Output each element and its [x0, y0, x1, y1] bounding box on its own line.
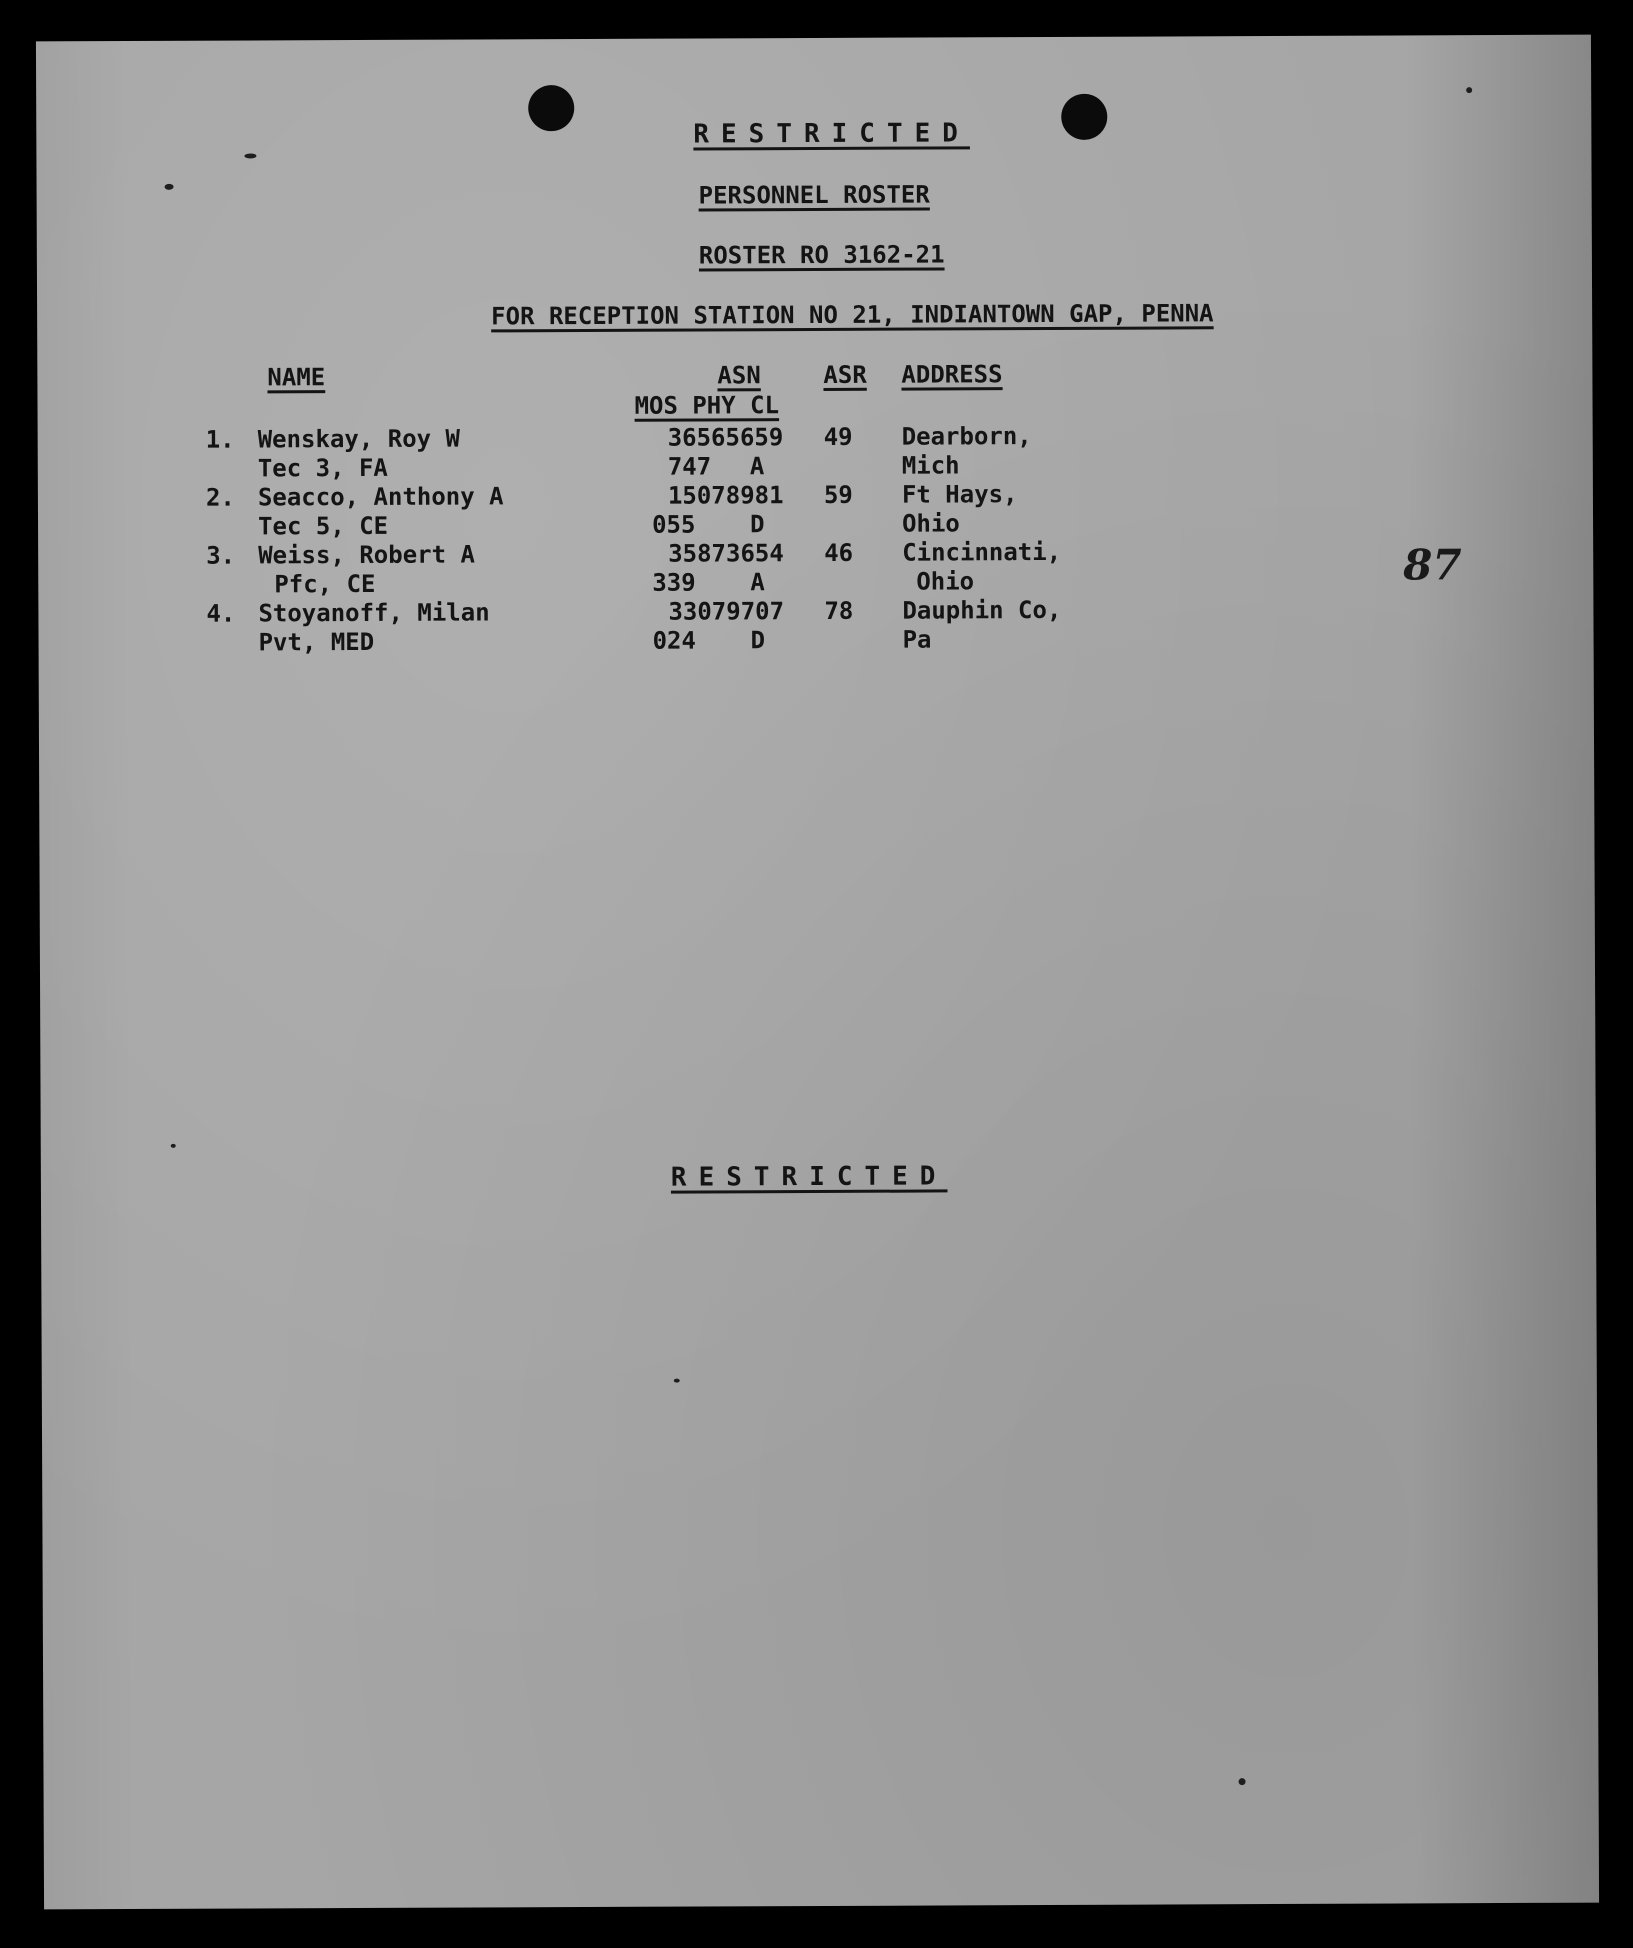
row-number: 1. — [205, 425, 235, 454]
soldier-address: Ft Hays, — [901, 480, 1018, 509]
paper-speck — [244, 153, 256, 158]
station-line: FOR RECEPTION STATION NO 21, INDIANTOWN GAP, PENNA — [491, 299, 1214, 331]
soldier-asr: 59 — [823, 480, 853, 509]
column-header-address: ADDRESS — [901, 360, 1003, 389]
punch-hole-left — [528, 85, 574, 131]
paper-speck — [165, 184, 174, 190]
soldier-address: Dearborn, — [901, 422, 1032, 451]
punch-hole-right — [1061, 94, 1107, 140]
soldier-asn: 36565659 — [667, 423, 784, 452]
column-header-mos-phy-cl: MOS PHY CL — [634, 391, 780, 420]
soldier-name: Seacco, Anthony A — [257, 482, 504, 512]
soldier-asr: 78 — [824, 596, 854, 625]
soldier-name: Stoyanoff, Milan — [258, 598, 490, 628]
soldier-phy-class: A — [750, 568, 765, 597]
soldier-rank: Tec 3, FA — [257, 453, 388, 483]
classification-top: RESTRICTED — [693, 118, 970, 150]
soldier-asr: 49 — [823, 422, 853, 451]
soldier-mos: 747 — [667, 452, 712, 481]
paper-speck — [674, 1379, 680, 1383]
soldier-address-state: Ohio — [901, 509, 960, 538]
soldier-rank: Tec 5, CE — [257, 511, 389, 541]
paper-speck — [171, 1144, 176, 1148]
soldier-name: Weiss, Robert A — [258, 540, 475, 570]
classification-bottom: RESTRICTED — [670, 1161, 948, 1193]
soldier-rank: Pfc, CE — [274, 569, 376, 599]
row-number: 3. — [206, 541, 236, 570]
soldier-phy-class: D — [750, 626, 766, 655]
soldier-asr: 46 — [824, 538, 854, 567]
paper-speck — [1466, 87, 1472, 93]
row-number: 4. — [206, 599, 236, 628]
column-header-asn: ASN — [717, 361, 761, 390]
roster-heading: PERSONNEL ROSTER — [698, 180, 930, 210]
row-number: 2. — [205, 483, 235, 512]
column-header-asr: ASR — [823, 360, 867, 389]
soldier-address: Dauphin Co, — [902, 595, 1062, 625]
soldier-mos: 055 — [651, 510, 696, 539]
soldier-address: Cincinnati, — [902, 537, 1062, 567]
soldier-address-state: Ohio — [916, 567, 975, 596]
soldier-address-state: Pa — [902, 625, 932, 654]
soldier-phy-class: D — [749, 510, 765, 539]
soldier-mos: 339 — [652, 568, 696, 597]
soldier-name: Wenskay, Roy W — [257, 424, 461, 454]
soldier-address-state: Mich — [901, 451, 960, 480]
soldier-asn: 35873654 — [668, 539, 784, 568]
roster-number: ROSTER RO 3162-21 — [698, 240, 945, 270]
soldier-asn: 33079707 — [668, 597, 785, 626]
soldier-asn: 15078981 — [667, 481, 784, 510]
paper-speck — [1239, 1778, 1246, 1785]
page-number: 87 — [1403, 540, 1462, 590]
column-header-name: NAME — [267, 363, 326, 392]
soldier-rank: Pvt, MED — [258, 627, 375, 657]
soldier-phy-class: A — [749, 452, 765, 481]
soldier-mos: 024 — [652, 626, 696, 655]
document-page — [36, 35, 1599, 1910]
